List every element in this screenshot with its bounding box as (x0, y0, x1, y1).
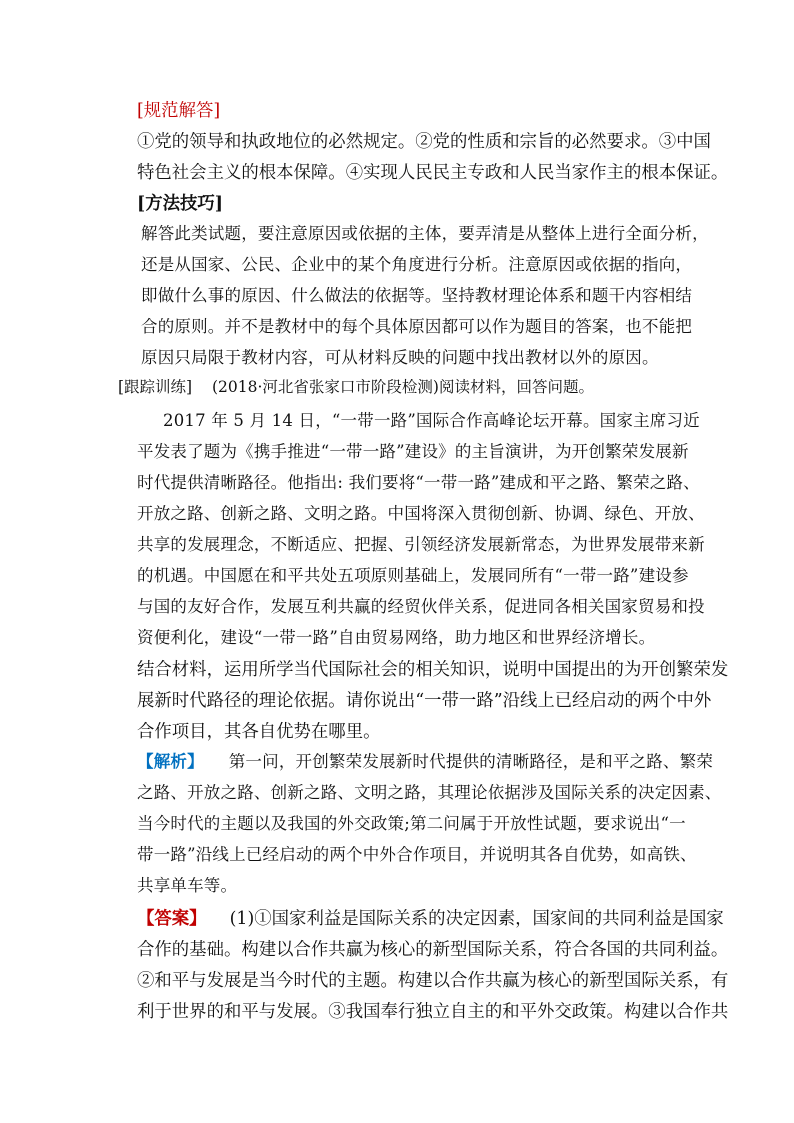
analysis-line: 第一问，开创繁荣发展新时代提供的清晰路径，是和平之路、繁荣 (228, 752, 714, 771)
follow-up-source: (2018·河北省张家口市阶段检测)阅读材料，回答问题。 (211, 378, 594, 396)
answer-line: (1)①国家利益是国际关系的决定因素，国家间的共同利益是国家 (229, 909, 724, 929)
material-line: 共享的发展理念，不断适应、把握、引领经济发展新常态，为世界发展带来新 (137, 535, 705, 554)
answer-label: 【答案】 (137, 909, 207, 929)
method-tips-line: 解答此类试题，要注意原因或依据的主体，要弄清是从整体上进行全面分析， (141, 224, 709, 243)
answer-line: 利于世界的和平与发展。③我国奉行独立自主的和平外交政策。构建以合作共 (137, 1002, 729, 1022)
standard-answer-line: ①党的领导和执政地位的必然规定。②党的性质和宗旨的必然要求。③中国 (137, 132, 711, 152)
analysis-first-line (137, 748, 713, 772)
material-line: 的机遇。中国愿在和平共处五项原则基础上，发展同所有“一带一路”建设参 (137, 566, 689, 585)
follow-up-header (118, 375, 594, 397)
method-tips-line: 即做什么事的原因、什么做法的依据等。坚持教材理论体系和题干内容相结 (141, 286, 693, 305)
follow-up-label: [跟踪训练] (118, 378, 193, 396)
analysis-line: 当今时代的主题以及我国的外交政策;第二问属于开放性试题，要求说出“一 (137, 814, 686, 833)
standard-answer-line: 特色社会主义的根本保障。④实现人民民主专政和人民当家作主的根本保证。 (137, 163, 729, 183)
method-tips-line: 原因只局限于教材内容，可从材料反映的问题中找出教材以外的原因。 (141, 348, 659, 367)
method-tips-line: 还是从国家、公民、企业中的某个角度进行分析。注意原因或依据的指向， (141, 255, 693, 274)
analysis-line: 带一路”沿线上已经启动的两个中外合作项目，并说明其各自优势，如高铁、 (137, 845, 697, 864)
analysis-line: 共享单车等。 (137, 876, 238, 895)
material-line: 资便利化，建设“一带一路”自由贸易网络，助力地区和世界经济增长。 (137, 628, 656, 647)
answer-line: ②和平与发展是当今时代的主题。构建以合作共赢为核心的新型国际关系，有 (137, 971, 729, 991)
method-tips-line: 合的原则。并不是教材中的每个具体原因都可以作为题目的答案，也不能把 (141, 317, 693, 336)
material-line: 2017 年 5 月 14 日，“一带一路”国际合作高峰论坛开幕。国家主席习近 (163, 411, 700, 430)
method-tips-heading: [方法技巧] (137, 194, 224, 214)
material-line: 开放之路、创新之路、文明之路。中国将深入贯彻创新、协调、绿色、开放、 (137, 504, 705, 523)
answer-line: 合作的基础。构建以合作共赢为核心的新型国际关系，符合各国的共同利益。 (137, 940, 729, 960)
material-line: 时代提供清晰路径。他指出: 我们要将“一带一路”建成和平之路、繁荣之路、 (137, 473, 700, 492)
question-line: 合作项目，其各自优势在哪里。 (137, 722, 381, 742)
standard-answer-heading: [规范解答] (137, 101, 221, 121)
material-line: 平发表了题为《携手推进“一带一路”建设》的主旨演讲，为开创繁荣发展新 (137, 442, 689, 461)
analysis-label: 【解析】 (137, 752, 204, 771)
answer-first-line (137, 904, 724, 929)
question-line: 展新时代路径的理论依据。请你说出“一带一路”沿线上已经启动的两个中外 (137, 691, 712, 711)
question-line: 结合材料，运用所学当代国际社会的相关知识，说明中国提出的为开创繁荣发 (137, 660, 729, 680)
analysis-line: 之路、开放之路、创新之路、文明之路，其理论依据涉及国际关系的决定因素、 (137, 783, 722, 802)
material-line: 与国的友好合作，发展互利共赢的经贸伙伴关系，促进同各相关国家贸易和投 (137, 597, 705, 616)
